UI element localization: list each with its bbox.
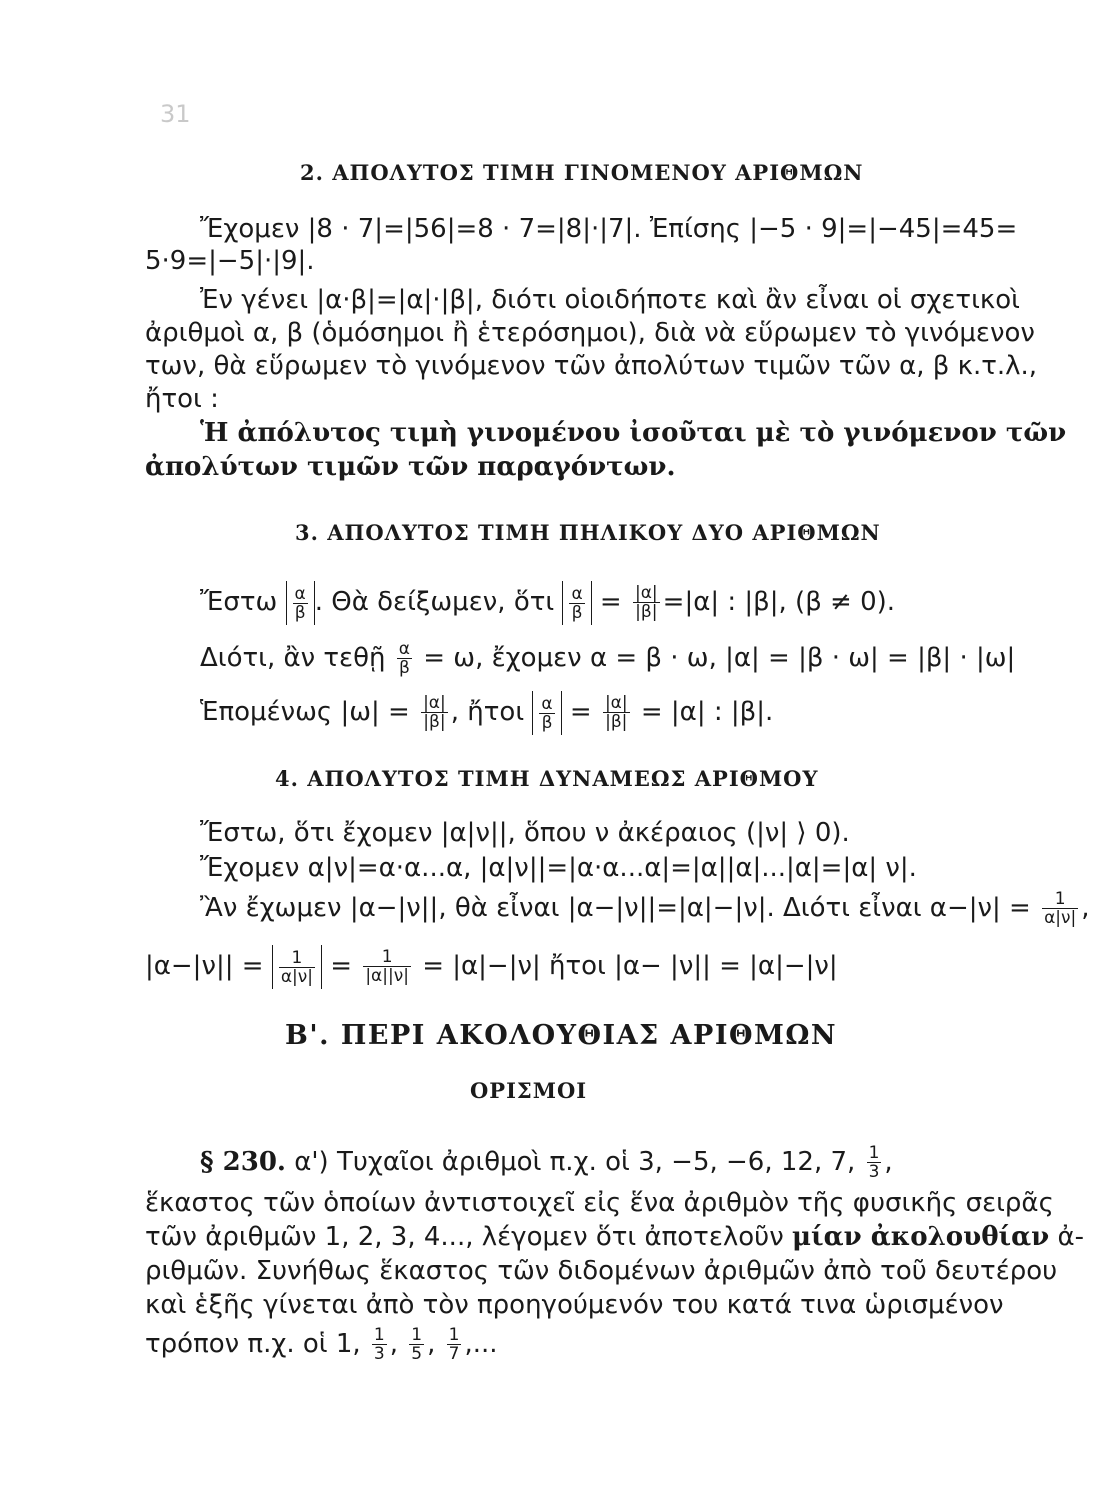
numerator: |α| xyxy=(604,693,628,713)
s2-line-1: Ἔχομεν |8 · 7|=|56|=8 · 7=|8|·|7|. Ἐπίσης |−5 · 9|=|−45|=45= xyxy=(200,214,1018,244)
denominator: α|ν| xyxy=(280,966,313,987)
numerator: α xyxy=(398,639,410,659)
numerator: 1 xyxy=(868,1143,880,1163)
denominator: 5 xyxy=(411,1344,423,1364)
numerator: |α| xyxy=(635,583,658,603)
s230-line-5: καὶ ἑξῆς γίνεται ἀπὸ τὸν προηγούμενόν του κατά τινα ὡρισμένον xyxy=(145,1290,1004,1320)
fraction xyxy=(363,948,411,985)
s2-rule-line-2: ἀπολύτων τιμῶν τῶν παραγόντων. xyxy=(145,452,676,482)
part-b-heading: Β'. ΠΕΡΙ ΑΚΟΛΟΥΘΙΑΣ ΑΡΙΘΜΩΝ xyxy=(285,1020,838,1051)
s2-line-2: 5·9=|−5|·|9|. xyxy=(145,246,315,276)
numerator: 1 xyxy=(1042,890,1078,909)
s3-line-1: Ἔστω $\frac{\alpha}{\beta}$ . Θὰ δείξωμεν, ὅτι $\frac{\alpha}{\beta}$ = $\frac{|\alpha|}{|\beta|}$ =|α| : |β|, (β ≠ 0). xyxy=(200,580,895,625)
s2-line-5: των, θὰ εὕρωμεν τὸ γινόμενον τῶν ἀπολύτων τιμῶν τῶν α, β κ.τ.λ., xyxy=(145,351,1038,381)
text: ἀ- xyxy=(1057,1222,1084,1252)
numerator: 1 xyxy=(363,948,411,967)
fraction xyxy=(279,949,315,986)
text: ,... xyxy=(464,1329,498,1359)
denominator: β xyxy=(541,712,553,733)
s230-line-4: ριθμῶν. Συνήθως ἕκαστος τῶν διδομένων ἀριθμῶν ἀπὸ τοῦ δευτέρου xyxy=(145,1256,1058,1286)
fraction xyxy=(569,585,584,622)
denominator: |β| xyxy=(605,712,628,732)
fraction xyxy=(409,1326,424,1363)
fraction xyxy=(1042,890,1078,927)
abs-fraction xyxy=(286,581,315,625)
text: =|α| : |β|, (β ≠ 0). xyxy=(662,587,896,617)
denominator: β xyxy=(398,658,410,678)
fraction xyxy=(603,694,630,731)
s3-line-2 xyxy=(200,636,1015,680)
text: = |α|−|ν| ἤτοι |α− |ν|| = |α|−|ν| xyxy=(422,951,838,981)
numerator: 1 xyxy=(448,1325,460,1345)
fraction xyxy=(372,1326,387,1363)
numerator: α xyxy=(541,693,553,714)
text: Ἂν ἔχωμεν |α−|ν||, θὰ εἶναι |α−|ν||=|α|−|ν|. Διότι εἶναι α−|ν| = xyxy=(200,893,1031,923)
section-2-heading: 2. ΑΠΟΛΥΤΟΣ ΤΙΜΗ ΓΙΝΟΜΕΝΟΥ ΑΡΙΘΜΩΝ xyxy=(300,160,864,185)
numerator: 1 xyxy=(411,1325,423,1345)
text: τρόπον π.χ. οἱ 1, xyxy=(145,1329,361,1359)
s230-line-6: τρόπον π.χ. οἱ 1, $\frac{1}{3}$ , $\frac{1}{5}$ , $\frac{1}{7}$ ,... xyxy=(145,1325,498,1364)
s2-rule-line-1: Ἡ ἀπόλυτος τιμὴ γινομένου ἰσοῦται μὲ τὸ γινόμενον τῶν xyxy=(200,418,1067,448)
numerator: α xyxy=(294,583,306,604)
fraction xyxy=(293,585,308,622)
s2-line-6: ἤτοι : xyxy=(145,384,219,414)
s2-line-3: Ἐν γένει |α·β|=|α|·|β|, διότι οἱοιδήποτε καὶ ἂν εἶναι οἱ σχετικοὶ xyxy=(200,285,1020,315)
text: Διότι, ἂν τεθῇ xyxy=(200,643,386,673)
s3-line-3: Ἑπομένως |ω| = $\frac{|\alpha|}{|\beta|}$ , ἤτοι $\frac{\alpha}{\beta}$ = $\frac{|\alpha|}{|\beta|}$ = |α| : |β|. xyxy=(200,690,773,735)
fraction xyxy=(421,694,448,731)
abs-fraction xyxy=(532,691,561,735)
denominator: |β| xyxy=(423,712,446,732)
text: = ω, ἔχομεν α = β · ω, |α| = |β · ω| = |β| · |ω| xyxy=(423,643,1016,673)
text: = xyxy=(330,951,353,981)
denominator: 3 xyxy=(373,1344,385,1364)
fraction xyxy=(539,695,554,732)
section-4-heading: 4. ΑΠΟΛΥΤΟΣ ΤΙΜΗ ΔΥΝΑΜΕΩΣ ΑΡΙΘΜΟΥ xyxy=(275,766,819,791)
s4-line-3: Ἂν ἔχωμεν |α−|ν||, θὰ εἶναι |α−|ν||=|α|−|ν|. Διότι εἶναι α−|ν| = $\frac{1}{\alpha|\nu|}$ , xyxy=(200,889,1090,928)
fraction xyxy=(633,584,660,621)
text: |α−|ν|| = xyxy=(145,951,264,981)
paragraph-number: § 230. xyxy=(200,1147,286,1177)
section-3-heading: 3. ΑΠΟΛΥΤΟΣ ΤΙΜΗ ΠΗΛΙΚΟΥ ΔΥΟ ΑΡΙΘΜΩΝ xyxy=(295,520,881,545)
denominator: α|ν| xyxy=(1044,908,1077,928)
s230-line-2: ἕκαστος τῶν ὁποίων ἀντιστοιχεῖ εἰς ἕνα ἀριθμὸν τῆς φυσικῆς σειρᾶς xyxy=(145,1188,1054,1218)
numerator: 1 xyxy=(279,949,315,968)
text: . Θὰ δείξωμεν, ὅτι xyxy=(314,587,555,617)
text: = |α| : |β|. xyxy=(640,697,774,727)
text: α') Τυχαῖοι ἀριθμοὶ π.χ. οἱ 3, −5, −6, 12, 7, xyxy=(294,1147,856,1177)
text: Ἑπομένως |ω| = xyxy=(200,697,410,727)
denominator: |α||ν| xyxy=(365,966,409,986)
bold-term: μίαν ἀκολουθίαν xyxy=(792,1222,1050,1252)
numerator: α xyxy=(571,583,583,604)
s2-line-4: ἀριθμοὶ α, β (ὁμόσημοι ἢ ἑτερόσημοι), διὰ νὰ εὕρωμεν τὸ γινόμενον xyxy=(145,318,1035,348)
denominator: β xyxy=(571,602,583,623)
text: τῶν ἀριθμῶν 1, 2, 3, 4..., λέγομεν ὅτι ἀποτελοῦν xyxy=(145,1222,784,1252)
definitions-heading: ΟΡΙΣΜΟΙ xyxy=(470,1078,588,1103)
denominator: 7 xyxy=(448,1344,460,1364)
s4-line-1: Ἔστω, ὅτι ἔχομεν |α|ν||, ὅπου ν ἀκέραιος (|ν| ⟩ 0). xyxy=(200,818,850,848)
numerator: |α| xyxy=(423,693,446,713)
fraction xyxy=(397,640,412,677)
numerator: 1 xyxy=(373,1325,385,1345)
denominator: β xyxy=(294,602,306,623)
page-number: 31 xyxy=(160,100,191,128)
denominator: 3 xyxy=(868,1162,880,1182)
denominator: |β| xyxy=(635,602,658,622)
text: , ἤτοι xyxy=(450,697,525,727)
fraction xyxy=(447,1326,462,1363)
s230-line-3 xyxy=(145,1222,1084,1252)
s230-line-1: § 230. α') Τυχαῖοι ἀριθμοὶ π.χ. οἱ 3, −5, −6, 12, 7, $\frac{1}{3}$ , xyxy=(200,1143,893,1182)
fraction xyxy=(867,1144,882,1181)
s4-line-2: Ἔχομεν α|ν|=α·α...α, |α|ν||=|α·α...α|=|α||α|...|α|=|α| ν|. xyxy=(200,853,917,883)
text: Ἔστω xyxy=(200,587,278,617)
s4-line-4 xyxy=(145,944,838,989)
abs-fraction xyxy=(272,945,322,989)
abs-fraction xyxy=(562,581,591,625)
